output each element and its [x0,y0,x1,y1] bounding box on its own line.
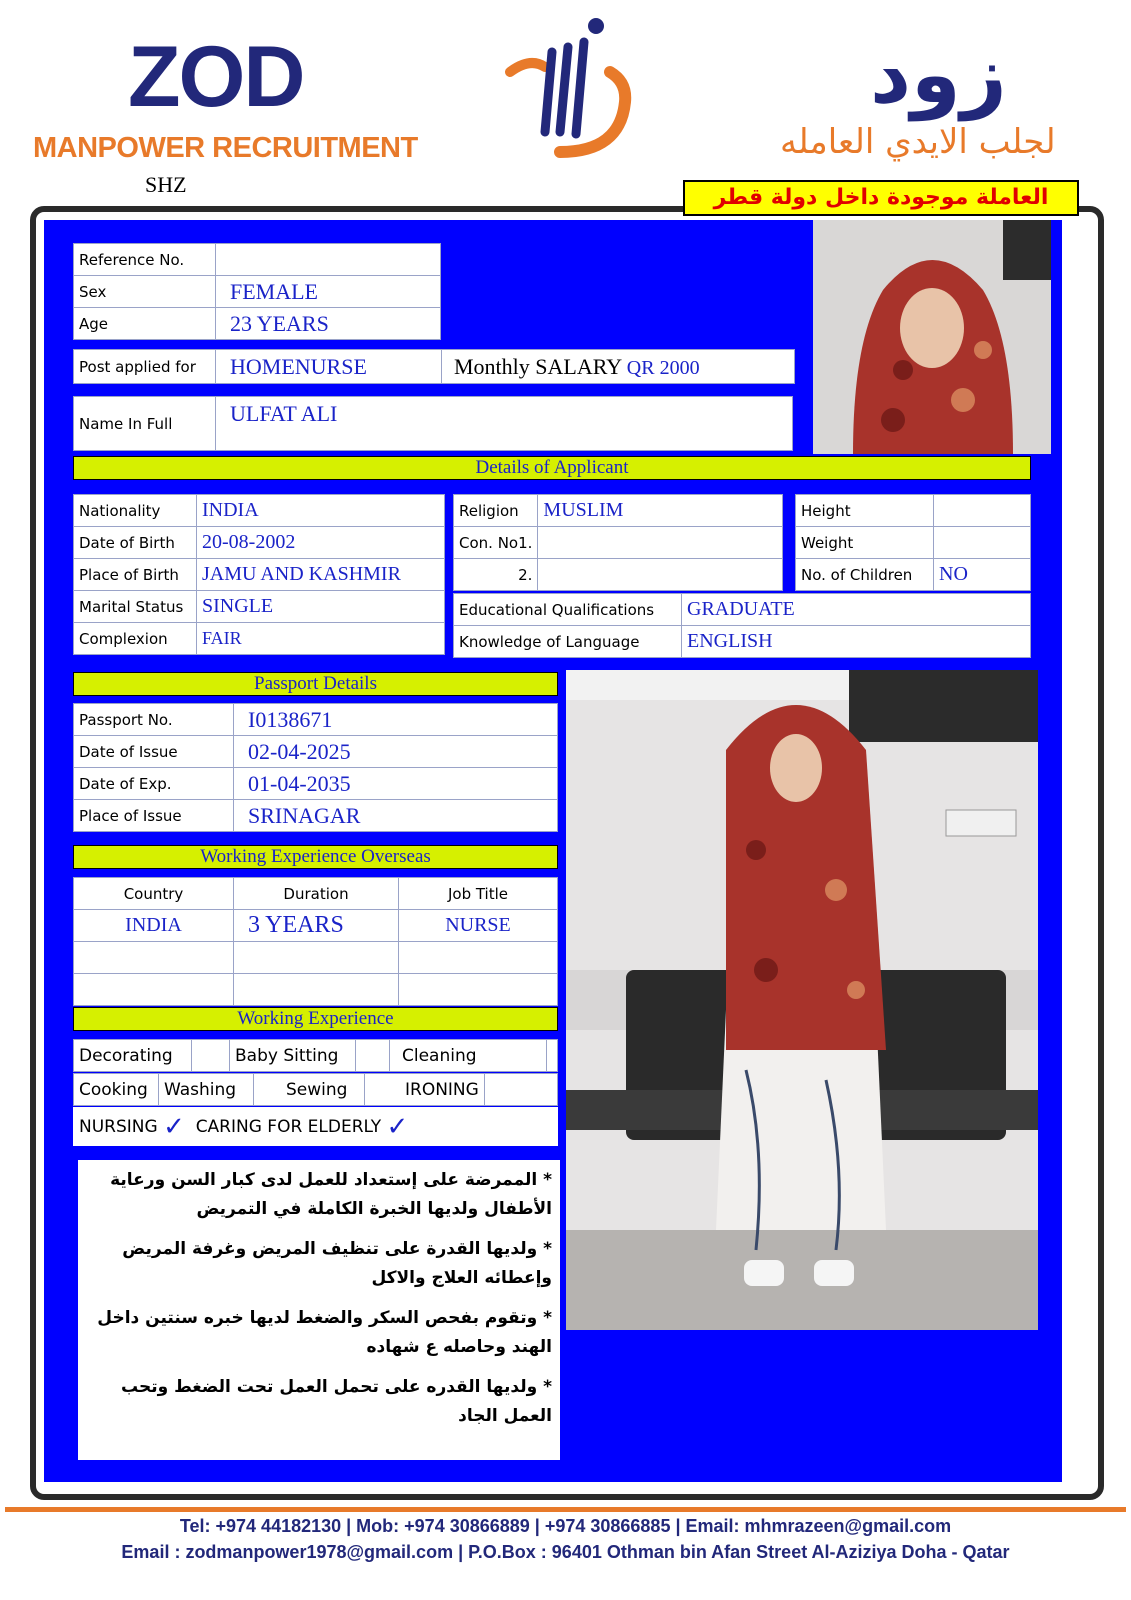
label: Marital Status [74,591,197,623]
skills-table-3 [73,1107,558,1146]
label: Place of Birth [74,559,197,591]
status-banner: العاملة موجودة داخل دولة قطر [683,180,1079,216]
skill-cooking: Cooking [74,1074,159,1106]
issue-place-value: SRINAGAR [234,800,558,832]
label: Complexion [74,623,197,655]
passport-no-value: I0138671 [234,704,558,736]
education-value: GRADUATE [682,594,1031,626]
physical-table [795,494,1031,591]
salary-value: QR 2000 [626,356,700,379]
logo-subtitle-ar: لجلب الايدي العامله [780,122,1056,162]
duration-value: 3 YEARS [234,910,399,942]
col-job-title: Job Title [399,878,558,910]
overseas-title-bar: Working Experience Overseas [73,845,558,869]
label: Place of Issue [74,800,234,832]
con2-value [538,559,783,591]
label: Height [796,495,934,527]
table-row [74,942,558,974]
skill-row-checked [74,1108,558,1146]
language-value: ENGLISH [682,626,1031,658]
logo-text-ar: زود [870,28,1007,121]
name-value: ULFAT ALI [216,397,793,451]
label: Religion [454,495,538,527]
skill-elderly: CARING FOR ELDERLY [195,1116,382,1137]
label: Date of Birth [74,527,197,559]
logo-figure-icon [500,12,640,162]
label: Sex [74,276,216,308]
notes-box [78,1160,560,1460]
label: 2. [454,559,538,591]
post-table [73,349,795,384]
skill-ironing: IRONING [365,1074,485,1106]
table-row [74,974,558,1006]
note-item: * وتقوم بفحص السكر والضغط لديها خبره سنتين داخل الهند وحاصله ع شهاده [97,1308,552,1357]
children-value: NO [934,559,1031,591]
skill-washing: Washing [159,1074,254,1106]
weight-value [934,527,1031,559]
religion-value: MUSLIM [538,495,783,527]
col-country: Country [74,878,234,910]
reference-value [216,244,441,276]
height-value [934,495,1031,527]
label: Passport No. [74,704,234,736]
label: Reference No. [74,244,216,276]
check-icon: ✓ [386,1111,409,1142]
table-row [74,910,558,942]
sex-value: FEMALE [216,276,441,308]
portrait-photo [813,220,1051,454]
label: Educational Qualifications [454,594,682,626]
branch-code: SHZ [145,172,187,197]
edu-table [453,593,1031,658]
country-value: INDIA [74,910,234,942]
salary-cell [442,350,795,384]
dob-value: 20-08-2002 [197,527,445,559]
label: Date of Issue [74,736,234,768]
nationality-value: INDIA [197,495,445,527]
skill-sewing: Sewing [254,1074,365,1106]
footer-contact-line1: Tel: +974 44182130 | Mob: +974 30866889 | +974 30866885 | Email: mhmrazeen@gmail.com [179,1516,952,1536]
details-left-table [73,494,445,655]
skills-title-bar: Working Experience [73,1007,558,1031]
skills-table-1 [73,1039,558,1072]
label: Date of Exp. [74,768,234,800]
pob-value: JAMU AND KASHMIR [197,559,445,591]
footer-contact-line2: Email : zodmanpower1978@gmail.com | P.O.Box : 96401 Othman bin Afan Street Al-Aziziya Doha - Qatar [121,1542,1010,1562]
logo-subtitle-en: MANPOWER RECRUITMENT [33,132,418,164]
expiry-date-value: 01-04-2035 [234,768,558,800]
note-item: * الممرضة على إستعداد للعمل لدى كبار السن ورعاية الأطفال ولديها الخبرة الكاملة في التمريض [110,1170,552,1219]
footer-divider [5,1507,1126,1512]
skill-baby-sitting: Baby Sitting [230,1040,356,1072]
note-item: * ولديها القدره على تحمل العمل تحت الضغط وتحب العمل الجاد [120,1377,552,1426]
details-title-bar: Details of Applicant [73,456,1031,480]
skills-table-2 [73,1073,558,1106]
label: Weight [796,527,934,559]
label: Knowledge of Language [454,626,682,658]
passport-title-bar: Passport Details [73,672,558,696]
label: Age [74,308,216,340]
overseas-table [73,877,558,1006]
basic-info-table [73,243,441,340]
skill-decorating: Decorating [74,1040,192,1072]
label: Con. No1. [454,527,538,559]
full-body-photo [566,670,1038,1330]
label: Post applied for [74,350,216,384]
age-value: 23 YEARS [216,308,441,340]
label: No. of Children [796,559,934,591]
complexion-value: FAIR [197,623,445,655]
con1-value [538,527,783,559]
skill-cleaning: Cleaning [390,1040,547,1072]
name-table [73,396,793,451]
passport-table [73,703,558,832]
skill-nursing: NURSING [79,1116,158,1137]
note-item: * ولديها القدرة على تنظيف المريض وغرفة المريض وإعطائه العلاج والاكل [122,1239,552,1288]
logo-text-en: ZOD [128,29,304,125]
post-value: HOMENURSE [216,350,442,384]
issue-date-value: 02-04-2025 [234,736,558,768]
check-icon: ✓ [163,1111,185,1142]
religion-table [453,494,783,591]
col-duration: Duration [234,878,399,910]
marital-value: SINGLE [197,591,445,623]
label: Nationality [74,495,197,527]
label: Name In Full [74,397,216,451]
job-title-value: NURSE [399,910,558,942]
salary-label: Monthly SALARY [454,353,622,379]
